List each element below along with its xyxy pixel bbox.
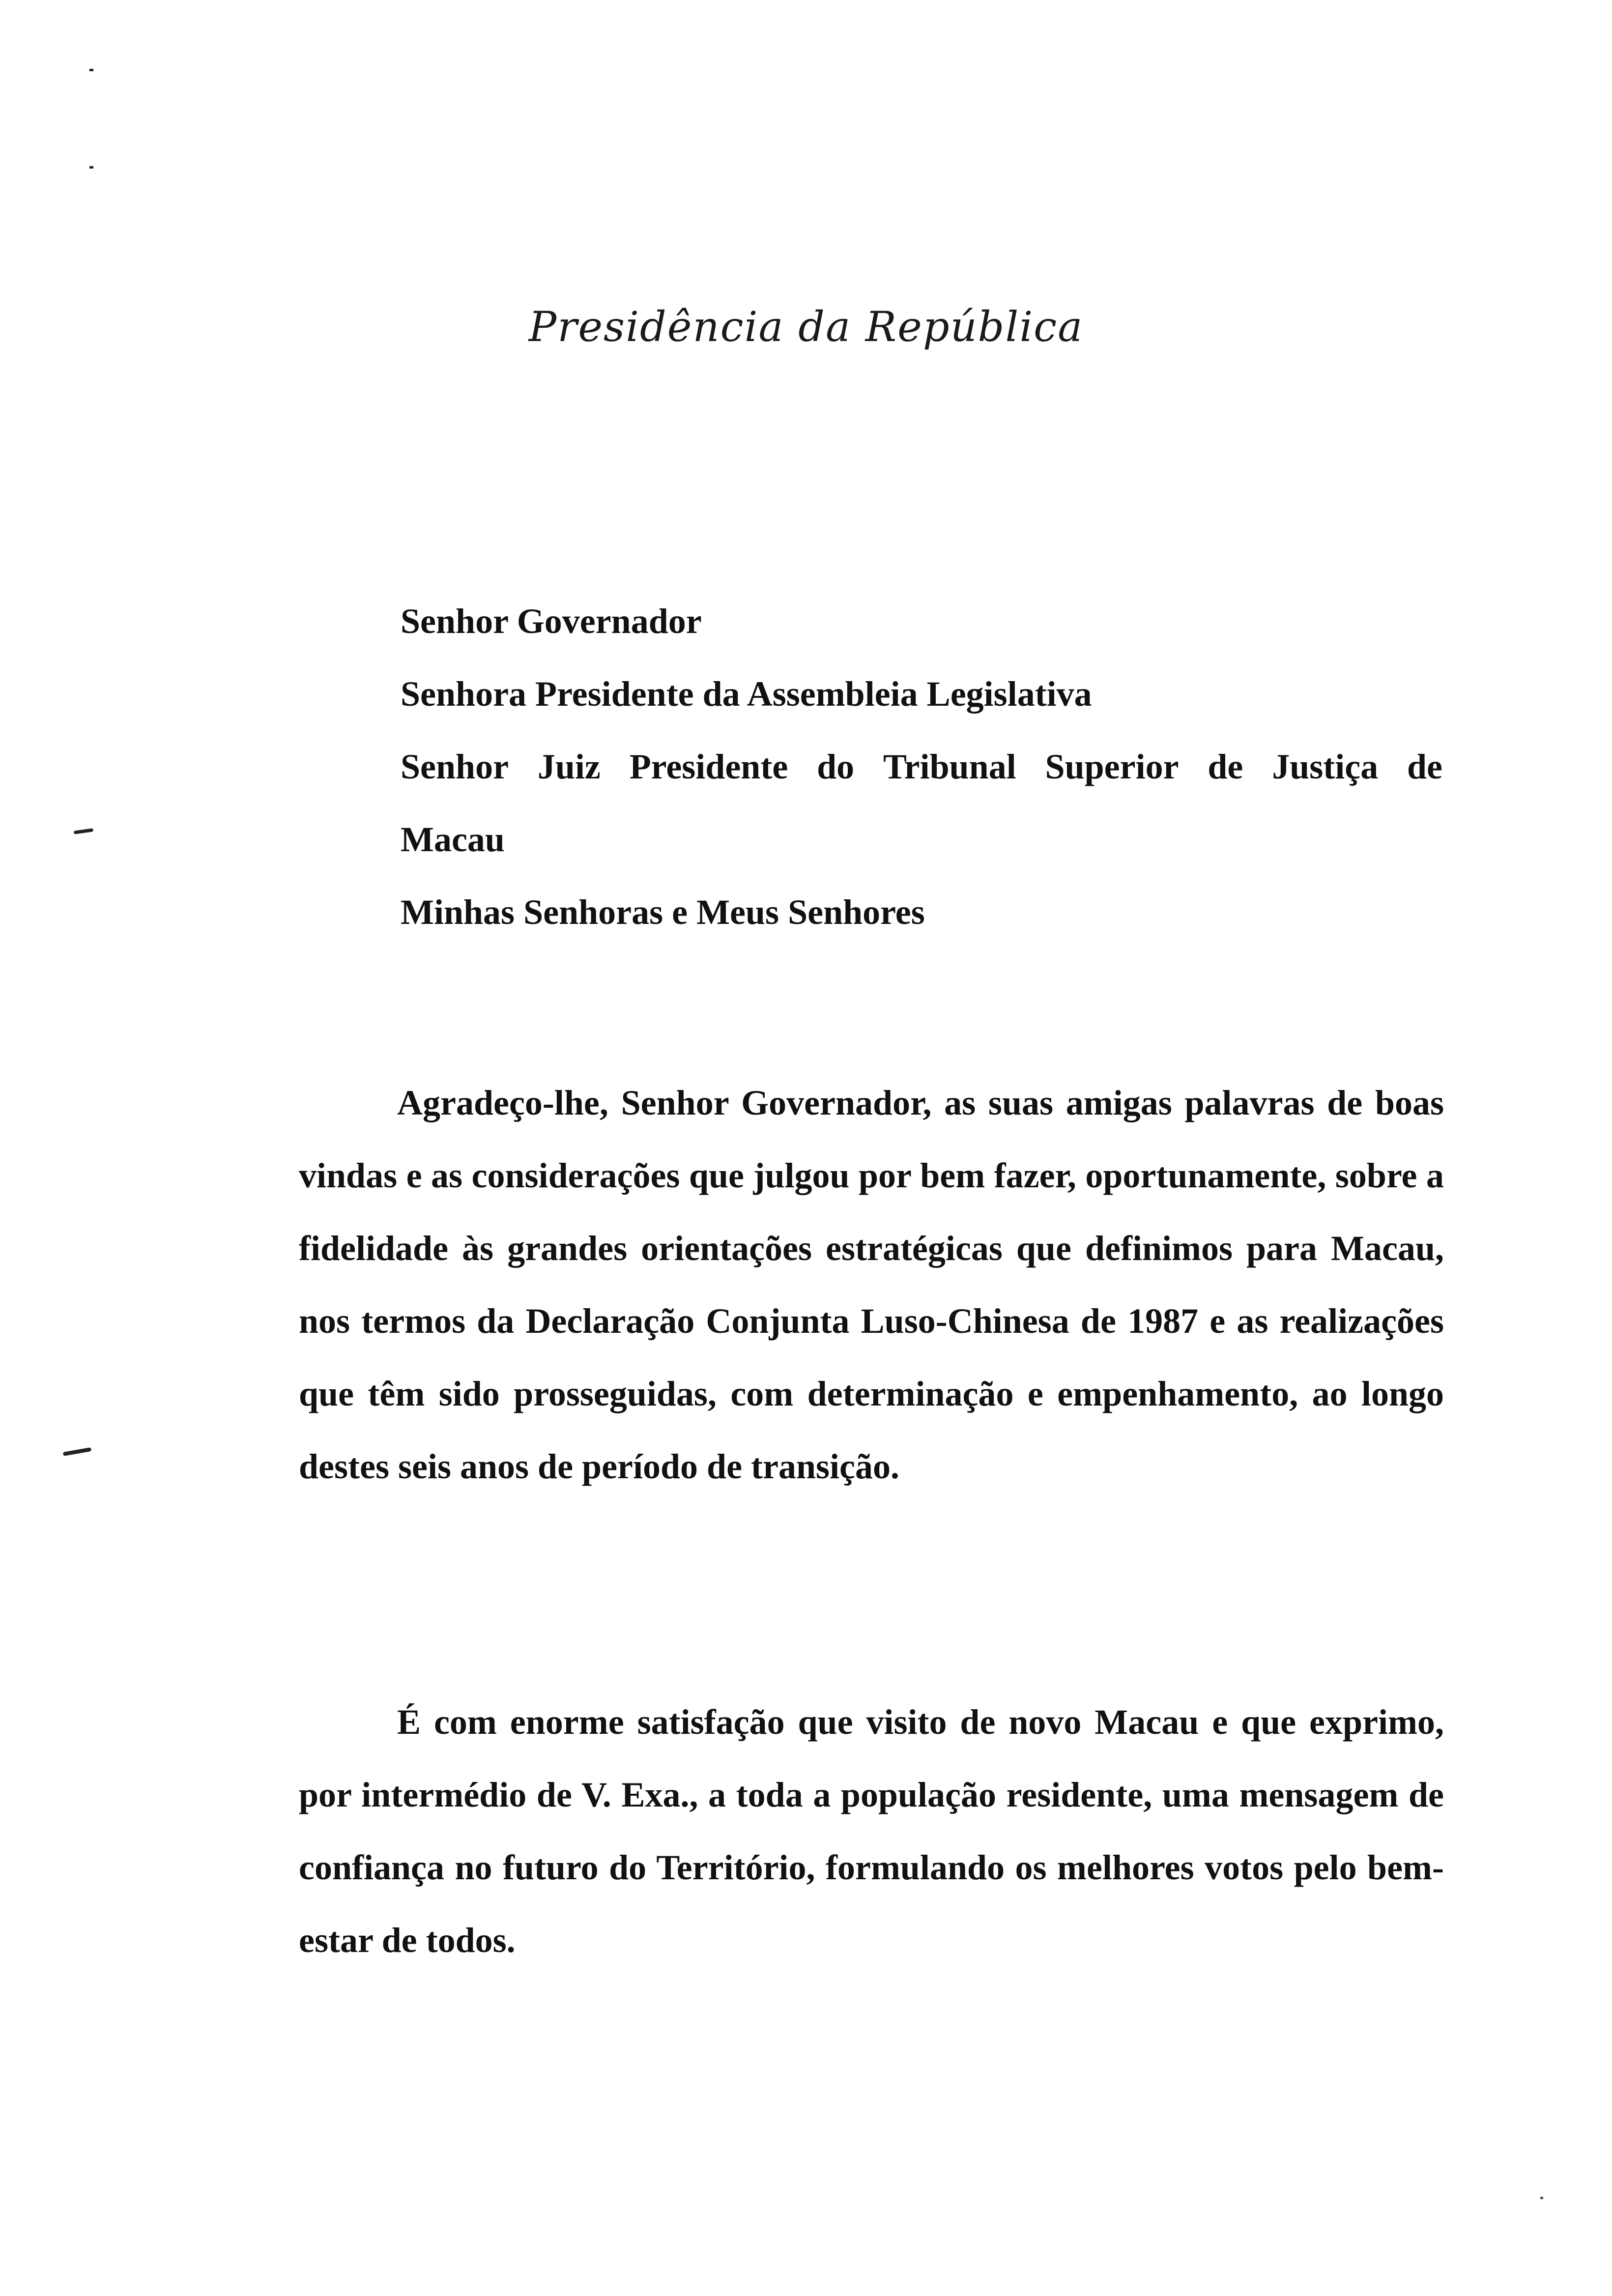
salutation-line: Minhas Senhoras e Meus Senhores (401, 892, 925, 932)
salutation-word: Senhor (401, 747, 509, 786)
salutation-word: Juiz (537, 747, 601, 786)
salutation-line: Macau (401, 820, 505, 859)
margin-mark (74, 828, 94, 834)
salutation-word: Superior (1045, 747, 1179, 786)
margin-mark (89, 166, 93, 169)
letterhead: Presidência da República (528, 303, 1084, 351)
salutation-word: Tribunal (883, 747, 1016, 786)
salutation-word: Justiça (1272, 747, 1379, 786)
salutation-word: do (817, 747, 855, 786)
salutation-block (401, 585, 1442, 948)
salutation-word: Presidente (629, 747, 788, 786)
margin-mark (63, 1447, 92, 1456)
body-paragraph: Agradeço-lhe, Senhor Governador, as suas amigas palavras de boas vindas e as considerações que julgou por bem fazer, oportunamente, sobre a fidelidade às grandes orientações estratégicas que definimos para Macau, nos termos da Declaração Conjunta Luso-Chinesa de 1987 e as realizações que têm sido prosseguidas, com determinação e empenhamento, ao longo destes seis anos de período de transição. (299, 1083, 1444, 1486)
body-paragraph: É com enorme satisfação que visito de novo Macau e que exprimo, por intermédio de V. Exa., a toda a população residente, uma mensagem de confiança no futuro do Território, formulando os melhores votos pelo bem-estar de todos. (299, 1702, 1444, 1960)
margin-mark (89, 69, 93, 71)
salutation-line (401, 730, 1442, 803)
salutation-line: Senhor Governador (401, 602, 702, 641)
salutation-line: Senhora Presidente da Assembleia Legislativa (401, 674, 1092, 714)
salutation-word: de (1208, 747, 1243, 786)
margin-mark (1540, 2197, 1543, 2199)
salutation-word: de (1407, 747, 1442, 786)
